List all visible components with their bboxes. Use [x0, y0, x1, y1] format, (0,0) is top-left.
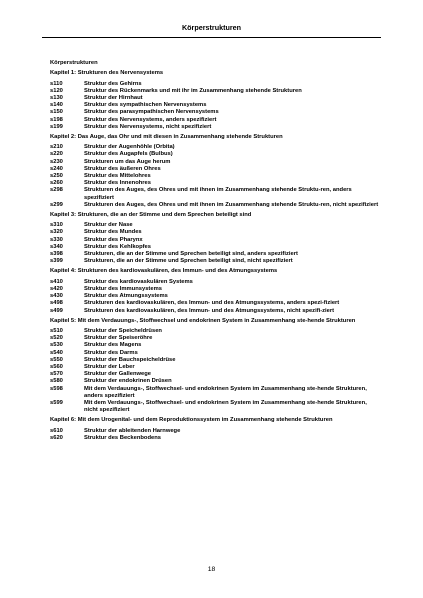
- entry-row: [50, 342, 380, 349]
- entry-row: [50, 364, 380, 371]
- entry-code: s150: [50, 109, 63, 116]
- entry-text: Struktur des Nervensystems, nicht spezifiziert: [84, 123, 212, 130]
- entry-row: [50, 102, 380, 109]
- entry-row: [50, 95, 380, 102]
- entry-text: Struktur der Gallenwege: [84, 371, 152, 378]
- entry-code: s530: [50, 342, 63, 349]
- chapter-section: [50, 417, 380, 442]
- entry-text: Struktur der Hirnhaut: [84, 95, 143, 102]
- entry-row: [50, 166, 380, 173]
- entry-text: Struktur der Speiseröhre: [84, 335, 153, 342]
- entry-code: s260: [50, 180, 63, 187]
- header-rule: [42, 37, 381, 38]
- entry-code: s140: [50, 102, 63, 109]
- entry-text: Struktur der Leber: [84, 363, 135, 370]
- entry-code: s510: [50, 327, 63, 334]
- entry-text: Struktur der Augenhöhle (Orbita): [84, 144, 175, 151]
- entry-row: [50, 293, 380, 300]
- entry-text: Struktur des kardiovaskulären Systems: [84, 278, 193, 285]
- entry-row: [50, 335, 380, 342]
- entry-code: s330: [50, 236, 63, 243]
- entry-text: Struktur des Rückenmarks und mit ihr im Zusammenhang stehende Strukturen: [84, 87, 302, 94]
- entry-row: [50, 124, 380, 131]
- entry-row: [50, 229, 380, 236]
- entry-code: s499: [50, 307, 63, 314]
- entry-text: Strukturen um das Auge herum: [84, 158, 171, 165]
- entry-row: [50, 202, 380, 209]
- entry-code: s298: [50, 187, 63, 194]
- entry-code: s599: [50, 399, 63, 406]
- chapter-section: [50, 318, 380, 415]
- entry-row: [50, 428, 380, 435]
- entry-row: [50, 328, 380, 335]
- entry-code: s340: [50, 243, 63, 250]
- entry-text: Struktur des Innenohres: [84, 180, 151, 187]
- entry-text: Strukturen, die an der Stimme und Sprechen beteiligt sind, nicht spezifiziert: [84, 258, 293, 265]
- chapter-title: Kapitel 2: Das Auge, das Ohr und mit diesen in Zusammenhang stehende Strukturen: [50, 134, 283, 141]
- entry-code: s520: [50, 335, 63, 342]
- entry-text: Struktur des Kehlkopfes: [84, 243, 152, 250]
- entry-row: [50, 81, 380, 88]
- entry-text: Struktur des Mundes: [84, 229, 142, 236]
- entry-text: Struktur des Pharynx: [84, 236, 143, 243]
- entry-row: [50, 258, 380, 265]
- entry-code: s550: [50, 356, 63, 363]
- entry-text: Struktur des parasympathischen Nervensystems: [84, 109, 219, 116]
- entry-row: [50, 251, 380, 258]
- entry-row: [50, 117, 380, 124]
- entry-row: [50, 244, 380, 251]
- entry-code: s250: [50, 173, 63, 180]
- entry-code: s230: [50, 158, 63, 165]
- entry-code: s240: [50, 165, 63, 172]
- chapter-title: Kapitel 4: Strukturen des kardiovaskulären, des Immun- und des Atmungssystems: [50, 268, 278, 275]
- entry-code: s430: [50, 293, 63, 300]
- entry-text: Strukturen des Auges, des Ohres und mit ihnen im Zusammenhang stehende Struktu-ren, nicht spezifiziert: [84, 201, 379, 208]
- entry-row: [50, 187, 380, 201]
- entry-text: Mit dem Verdauungs-, Stoffwechsel- und endokrinen System im Zusammenhang ste-hende Strukturen, anders spezifiziert: [84, 385, 367, 399]
- entry-code: s610: [50, 427, 63, 434]
- entry-code: s220: [50, 151, 63, 158]
- entry-code: s420: [50, 285, 63, 292]
- entry-row: [50, 378, 380, 385]
- entry-code: s398: [50, 251, 63, 258]
- entry-row: [50, 88, 380, 95]
- entry-row: [50, 159, 380, 166]
- entry-code: s198: [50, 116, 63, 123]
- entry-text: Strukturen des kardiovaskulären, des Immun- und des Atmungssystems, nicht spezifi-ziert: [84, 307, 335, 314]
- entry-code: s299: [50, 201, 63, 208]
- entry-text: Struktur des Atmungssystems: [84, 293, 168, 300]
- entry-code: s410: [50, 278, 63, 285]
- entry-text: Struktur der ableitenden Harnwege: [84, 427, 181, 434]
- chapter-section: [50, 134, 380, 209]
- entry-text: Mit dem Verdauungs-, Stoffwechsel- und endokrinen System im Zusammenhang ste-hende Strukturen, nicht spezifiziert: [84, 399, 367, 414]
- entry-row: [50, 400, 380, 414]
- entry-text: Struktur der Bauchspeicheldrüse: [84, 356, 176, 363]
- entry-row: [50, 237, 380, 244]
- entry-code: s570: [50, 371, 63, 378]
- entry-text: Struktur des Gehirns: [84, 80, 142, 87]
- running-header: Körperstrukturen: [181, 23, 242, 32]
- entry-text: Struktur des äußeren Ohres: [84, 165, 161, 172]
- entry-code: s620: [50, 434, 63, 441]
- entry-row: [50, 357, 380, 364]
- entry-row: [50, 350, 380, 357]
- entry-code: s560: [50, 363, 63, 370]
- document-body: [50, 60, 380, 442]
- entry-row: [50, 180, 380, 187]
- chapter-section: [50, 268, 380, 314]
- entry-code: s210: [50, 144, 63, 151]
- entry-text: Struktur der Speicheldrüsen: [84, 327, 162, 334]
- entry-row: [50, 173, 380, 180]
- entry-code: s310: [50, 222, 63, 229]
- page-number: 18: [207, 566, 216, 573]
- entry-text: Struktur des Immunsystems: [84, 285, 162, 292]
- chapter-list: [50, 70, 380, 442]
- entry-text: Struktur des Mittelohres: [84, 173, 151, 180]
- entry-text: Struktur des Augapfels (Bulbus): [84, 151, 173, 158]
- entry-code: s598: [50, 385, 63, 392]
- entry-code: s120: [50, 87, 63, 94]
- chapter-title: Kapitel 5: Mit dem Verdauungs-, Stoffwechsel und endokrinen System in Zusammenhang ste-hende Strukturen: [50, 317, 356, 324]
- entry-text: Struktur des sympathischen Nervensystems: [84, 102, 207, 109]
- entry-code: s540: [50, 349, 63, 356]
- entry-row: [50, 222, 380, 229]
- entry-code: s130: [50, 95, 63, 102]
- entry-code: s498: [50, 300, 63, 307]
- entry-row: [50, 279, 380, 286]
- entry-code: s320: [50, 229, 63, 236]
- entry-text: Struktur des Nervensystems, anders spezifiziert: [84, 116, 217, 123]
- document-title: Körperstrukturen: [50, 60, 98, 66]
- entry-code: s580: [50, 378, 63, 385]
- entry-code: s110: [50, 80, 63, 87]
- entry-text: Strukturen, die an der Stimme und Sprechen beteiligt sind, anders spezifiziert: [84, 251, 298, 258]
- entry-row: [50, 286, 380, 293]
- chapter-title: Kapitel 3: Strukturen, die an der Stimme und dem Sprechen beteiligt sind: [50, 212, 252, 219]
- entry-text: Strukturen des Auges, des Ohres und mit ihnen im Zusammenhang stehende Struktu-ren, anders spezifiziert: [84, 187, 352, 201]
- entry-text: Struktur des Magens: [84, 342, 142, 349]
- entry-row: [50, 144, 380, 151]
- entry-text: Struktur des Darms: [84, 349, 138, 356]
- entry-row: [50, 151, 380, 158]
- entry-code: s399: [50, 258, 63, 265]
- entry-text: Struktur der endokrinen Drüsen: [84, 378, 172, 385]
- entry-text: Strukturen des kardiovaskulären, des Immun- und des Atmungssystems, anders spezi-fiziert: [84, 300, 340, 307]
- entry-row: [50, 109, 380, 116]
- entry-row: [50, 386, 380, 400]
- entry-text: Struktur der Nase: [84, 222, 133, 229]
- chapter-section: [50, 212, 380, 265]
- entry-row: [50, 300, 380, 307]
- chapter-title: Kapitel 6: Mit dem Urogenital- und dem Reproduktionssystem im Zusammenhang stehende Strukturen: [50, 417, 333, 424]
- entry-text: Struktur des Beckenbodens: [84, 434, 161, 441]
- chapter-section: [50, 70, 380, 131]
- entry-row: [50, 308, 380, 315]
- entry-row: [50, 435, 380, 442]
- entry-code: s199: [50, 123, 63, 130]
- entry-row: [50, 371, 380, 378]
- chapter-title: Kapitel 1: Strukturen des Nervensystems: [50, 70, 164, 77]
